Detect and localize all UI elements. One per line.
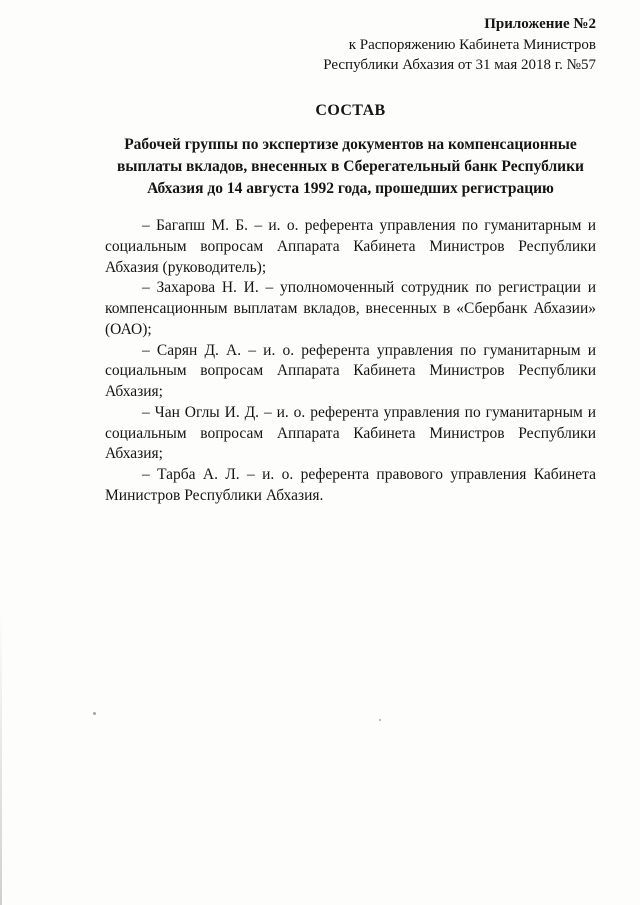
document-subtitle: Рабочей группы по экспертизе документов на компенсационные выплаты вкладов, внесенных в Сберегательный банк Республики Абхазия до 14 августа 1992 года, прошедших регистрацию [117,136,584,198]
member-paragraph: – Захарова Н. И. – уполномоченный сотрудник по регистрации и компенсационным выплатам вкладов, внесенных в «Сбербанк Абхазии» (ОАО); [105,279,596,338]
header-order-reference: к Распоряжению Кабинета Министров [348,36,596,53]
scan-speck [93,712,96,715]
document-header [105,14,596,76]
header-appendix-number: Приложение №2 [484,16,596,32]
member-paragraph: – Сарян Д. А. – и. о. референта управления по гуманитарным и социальным вопросам Аппарата Кабинета Министров Республики Абхазия; [105,341,596,401]
member-paragraph: – Чан Оглы И. Д. – и. о. референта управления по гуманитарным и социальным вопросам Аппарата Кабинета Министров Республики Абхазия; [105,403,596,463]
members-list [105,216,596,507]
page-title: СОСТАВ [315,102,386,120]
header-order-date-number: Республики Абхазия от 31 мая 2018 г. №57 [323,57,596,74]
member-paragraph: – Багапш М. Б. – и. о. референта управления по гуманитарным и социальным вопросам Аппарата Кабинета Министров Республики Абхазия (руководитель); [105,217,596,276]
member-paragraph: – Тарба А. Л. – и. о. референта правового управления Кабинета Министров Республики Абхазия. [105,466,596,505]
scan-speck [379,719,381,721]
scan-edge-artifact [0,610,2,905]
